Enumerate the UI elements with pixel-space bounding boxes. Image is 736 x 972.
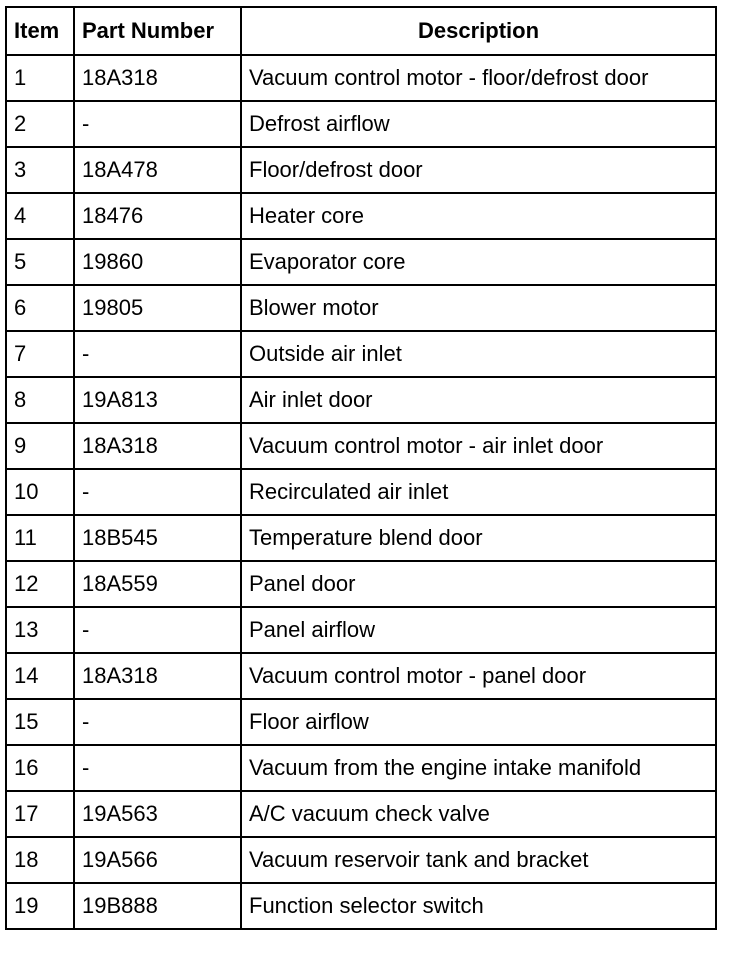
- cell-description: Evaporator core: [241, 239, 716, 285]
- cell-item: 15: [6, 699, 74, 745]
- cell-description: Vacuum reservoir tank and bracket: [241, 837, 716, 883]
- cell-description: Outside air inlet: [241, 331, 716, 377]
- cell-part-number: 18A318: [74, 423, 241, 469]
- table-row: [6, 423, 716, 469]
- cell-item: 3: [6, 147, 74, 193]
- table-row: [6, 791, 716, 837]
- table-row: [6, 55, 716, 101]
- cell-item: 6: [6, 285, 74, 331]
- table-row: [6, 331, 716, 377]
- cell-item: 14: [6, 653, 74, 699]
- cell-part-number: 18A318: [74, 55, 241, 101]
- cell-description: Vacuum control motor - floor/defrost door: [241, 55, 716, 101]
- cell-part-number: 18A559: [74, 561, 241, 607]
- cell-part-number: -: [74, 469, 241, 515]
- cell-item: 2: [6, 101, 74, 147]
- cell-part-number: -: [74, 331, 241, 377]
- cell-part-number: 19805: [74, 285, 241, 331]
- cell-description: Floor airflow: [241, 699, 716, 745]
- cell-description: Floor/defrost door: [241, 147, 716, 193]
- table-row: [6, 101, 716, 147]
- cell-item: 17: [6, 791, 74, 837]
- parts-table-header: [6, 7, 716, 55]
- cell-description: Function selector switch: [241, 883, 716, 929]
- table-row: [6, 607, 716, 653]
- parts-table: [5, 6, 717, 930]
- cell-item: 19: [6, 883, 74, 929]
- table-row: [6, 837, 716, 883]
- cell-part-number: 18A318: [74, 653, 241, 699]
- table-row: [6, 147, 716, 193]
- column-header-item: Item: [6, 7, 74, 55]
- cell-part-number: 18A478: [74, 147, 241, 193]
- cell-description: Panel airflow: [241, 607, 716, 653]
- cell-description: Blower motor: [241, 285, 716, 331]
- header-row: [6, 7, 716, 55]
- cell-description: Air inlet door: [241, 377, 716, 423]
- table-row: [6, 561, 716, 607]
- cell-item: 4: [6, 193, 74, 239]
- cell-item: 9: [6, 423, 74, 469]
- cell-part-number: 19A813: [74, 377, 241, 423]
- cell-description: Vacuum from the engine intake manifold: [241, 745, 716, 791]
- parts-table-body: [6, 55, 716, 929]
- cell-description: Defrost airflow: [241, 101, 716, 147]
- cell-description: Heater core: [241, 193, 716, 239]
- table-row: [6, 193, 716, 239]
- table-row: [6, 469, 716, 515]
- table-row: [6, 377, 716, 423]
- cell-description: Panel door: [241, 561, 716, 607]
- cell-item: 18: [6, 837, 74, 883]
- column-header-description: Description: [241, 7, 716, 55]
- cell-part-number: 19860: [74, 239, 241, 285]
- cell-part-number: 18B545: [74, 515, 241, 561]
- cell-part-number: -: [74, 699, 241, 745]
- table-row: [6, 699, 716, 745]
- table-row: [6, 653, 716, 699]
- cell-part-number: 19A563: [74, 791, 241, 837]
- cell-description: A/C vacuum check valve: [241, 791, 716, 837]
- cell-item: 13: [6, 607, 74, 653]
- cell-part-number: -: [74, 745, 241, 791]
- table-row: [6, 285, 716, 331]
- cell-part-number: -: [74, 101, 241, 147]
- cell-description: Vacuum control motor - panel door: [241, 653, 716, 699]
- table-row: [6, 745, 716, 791]
- table-row: [6, 515, 716, 561]
- cell-item: 16: [6, 745, 74, 791]
- cell-item: 1: [6, 55, 74, 101]
- cell-description: Temperature blend door: [241, 515, 716, 561]
- cell-part-number: 19B888: [74, 883, 241, 929]
- cell-item: 12: [6, 561, 74, 607]
- cell-description: Recirculated air inlet: [241, 469, 716, 515]
- cell-item: 11: [6, 515, 74, 561]
- table-row: [6, 883, 716, 929]
- column-header-part-number: Part Number: [74, 7, 241, 55]
- cell-item: 10: [6, 469, 74, 515]
- cell-part-number: 18476: [74, 193, 241, 239]
- cell-part-number: -: [74, 607, 241, 653]
- cell-item: 5: [6, 239, 74, 285]
- cell-part-number: 19A566: [74, 837, 241, 883]
- cell-item: 8: [6, 377, 74, 423]
- cell-description: Vacuum control motor - air inlet door: [241, 423, 716, 469]
- table-row: [6, 239, 716, 285]
- cell-item: 7: [6, 331, 74, 377]
